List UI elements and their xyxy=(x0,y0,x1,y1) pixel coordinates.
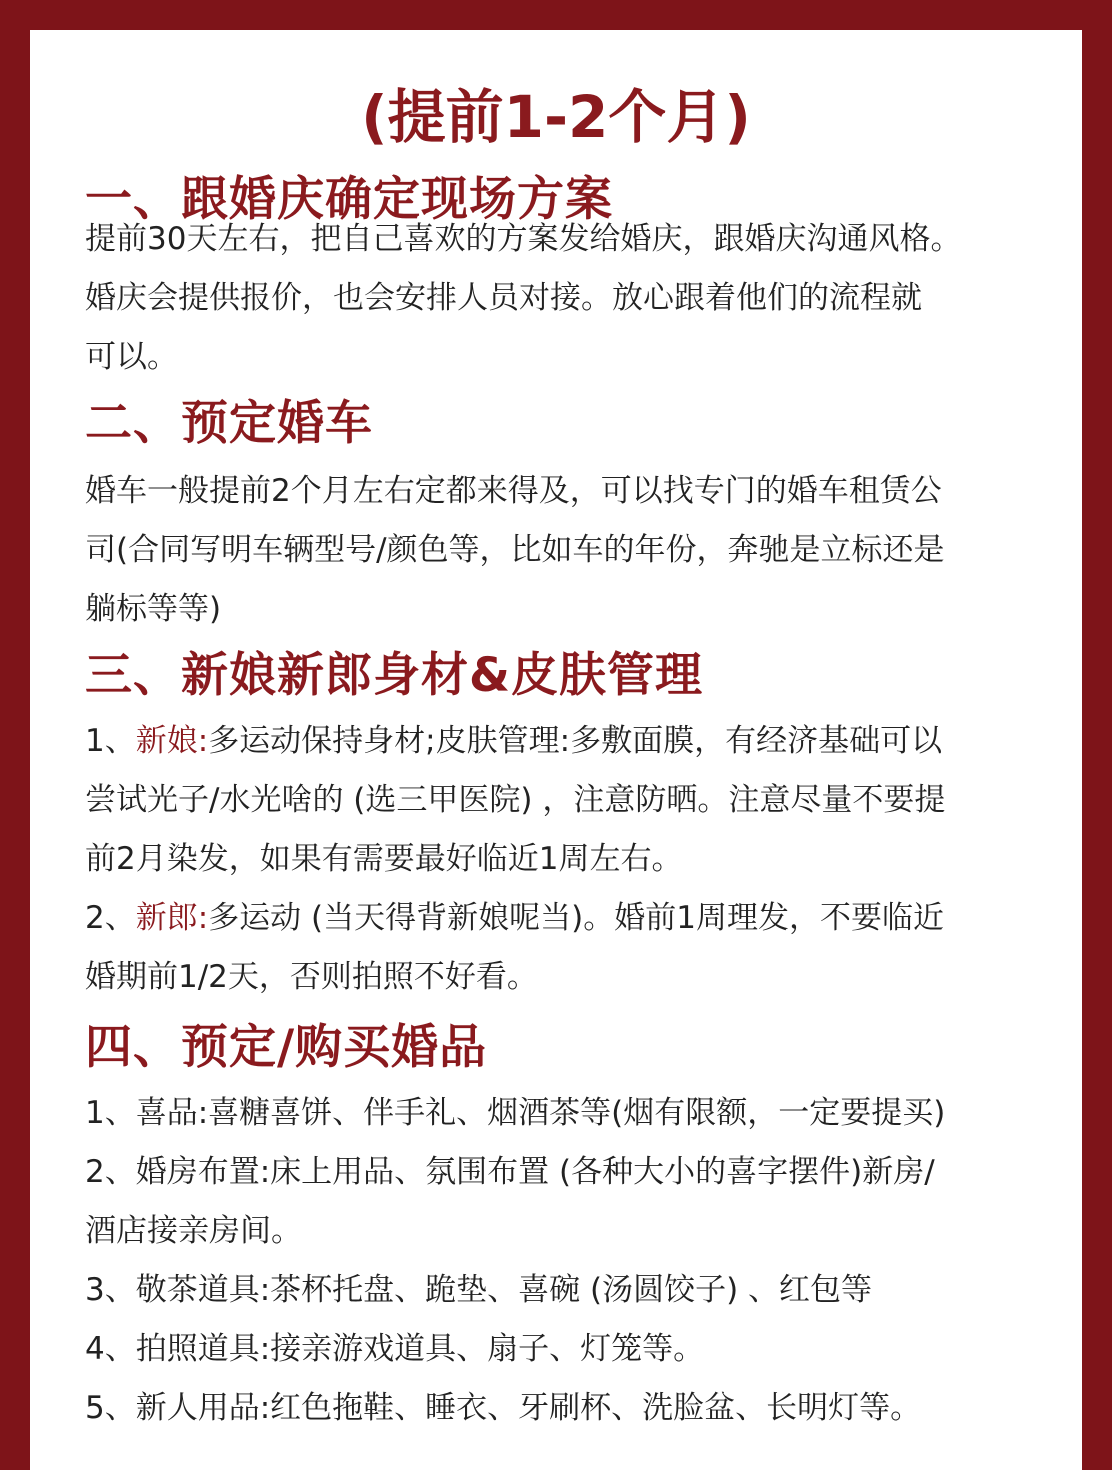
list-item: 1、喜品:喜糖喜饼、伴手礼、烟酒茶等(烟有限额，一定要提买) xyxy=(85,1095,946,1131)
text-line: 司(合同写明车辆型号/颜色等，比如车的年份，奔驰是立标还是 xyxy=(85,532,945,568)
list-item-bride xyxy=(85,712,1065,771)
groom-label: 新郎: xyxy=(135,900,209,936)
section-body-1 xyxy=(85,210,1065,387)
text-line: 躺标等等) xyxy=(85,591,222,627)
text-line: 婚期前1/2天，否则拍照不好看。 xyxy=(85,959,538,995)
list-item-groom xyxy=(85,889,1065,948)
text-line: 前2月染发，如果有需要最好临近1周左右。 xyxy=(85,841,683,877)
text-line: 婚庆会提供报价，也会安排人员对接。放心跟着他们的流程就 xyxy=(85,280,922,316)
list-item: 3、敬茶道具:茶杯托盘、跪垫、喜碗 (汤圆饺子) 、红包等 xyxy=(85,1272,873,1308)
section-heading-4: 四、预定/购买婚品 xyxy=(85,1020,488,1075)
item-text: 多运动 (当天得背新娘呢当)。婚前1周理发，不要临近 xyxy=(208,900,944,936)
bride-label: 新娘: xyxy=(135,723,209,759)
list-item: 5、新人用品:红色拖鞋、睡衣、牙刷杯、洗脸盆、长明灯等。 xyxy=(85,1390,922,1426)
section-heading-3: 三、新娘新郎身材&皮肤管理 xyxy=(85,648,703,703)
text-line: 可以。 xyxy=(85,339,178,375)
text-line: 提前30天左右，把自己喜欢的方案发给婚庆，跟婚庆沟通风格。 xyxy=(85,221,962,257)
list-item: 酒店接亲房间。 xyxy=(85,1213,302,1249)
section-body-3 xyxy=(85,712,1065,1007)
content-card xyxy=(30,30,1082,1470)
text-line: 尝试光子/水光啥的 (选三甲医院) ，注意防晒。注意尽量不要提 xyxy=(85,782,946,818)
text-line: 婚车一般提前2个月左右定都来得及，可以找专门的婚车租赁公 xyxy=(85,473,942,509)
section-heading-2: 二、预定婚车 xyxy=(85,396,373,451)
item-text: 多运动保持身材;皮肤管理:多敷面膜，有经济基础可以 xyxy=(208,723,943,759)
page-title: (提前1-2个月) xyxy=(361,83,751,151)
list-item: 4、拍照道具:接亲游戏道具、扇子、灯笼等。 xyxy=(85,1331,705,1367)
list-item: 2、婚房布置:床上用品、氛围布置 (各种大小的喜字摆件)新房/ xyxy=(85,1154,935,1190)
section-heading-1: 一、跟婚庆确定现场方案 xyxy=(85,172,613,227)
item-number: 2、 xyxy=(85,900,136,936)
item-number: 1、 xyxy=(85,723,136,759)
section-body-4 xyxy=(85,1084,1065,1438)
section-body-2 xyxy=(85,462,1065,639)
